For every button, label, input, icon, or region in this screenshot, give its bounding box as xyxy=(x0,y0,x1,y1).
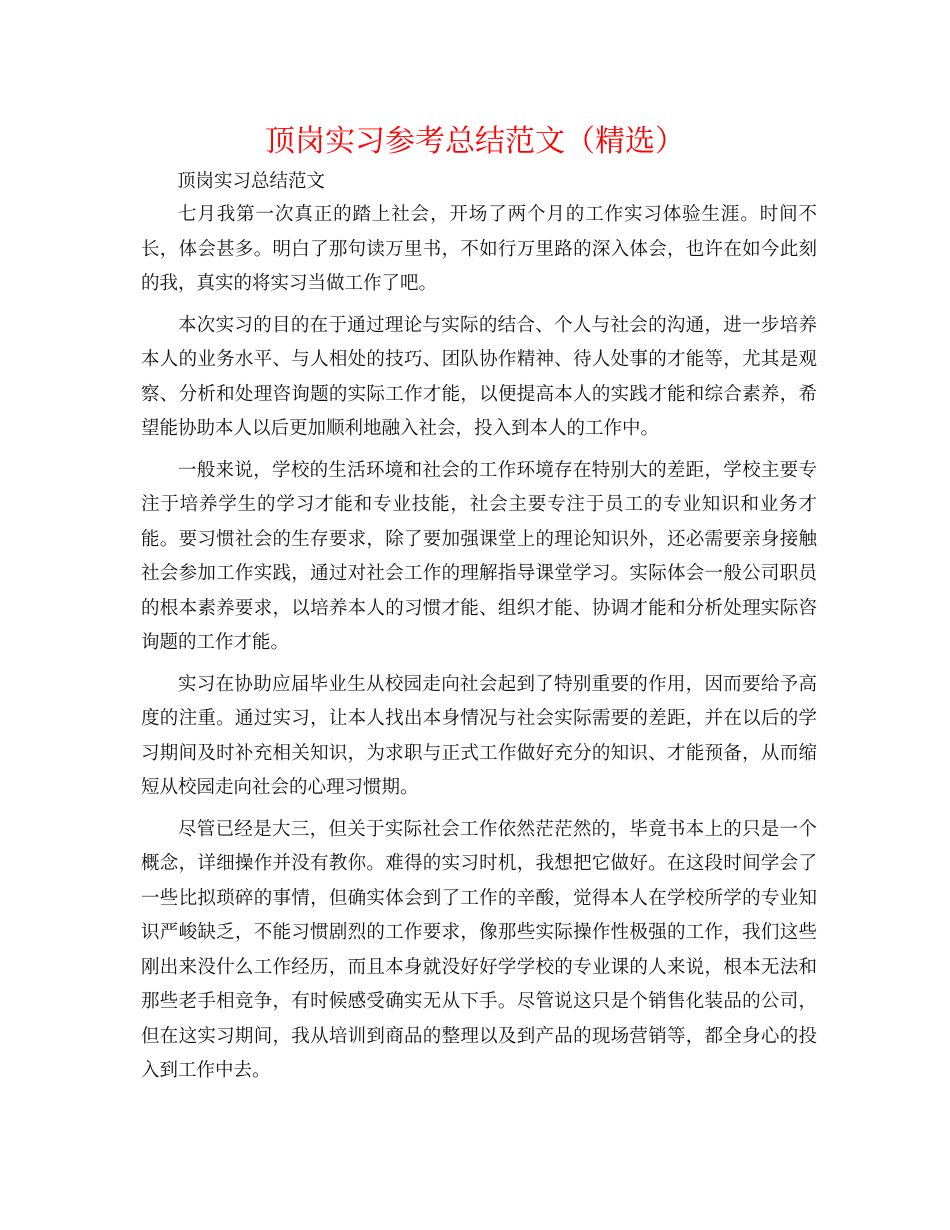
paragraph: 七月我第一次真正的踏上社会，开场了两个月的工作实习体验生涯。时间不长，体会甚多。明白了那句读万里书，不如行万里路的深入体会，也许在如今此刻的我，真实的将实习当做工作了吧。 xyxy=(141,204,817,294)
paragraph: 尽管已经是大三，但关于实际社会工作依然茫茫然的，毕竟书本上的只是一个概念，详细操作并没有教你。难得的实习时机，我想把它做好。在这段时间学会了一些比拟琐碎的事情，但确实体会到了工作的辛酸，觉得本人在学校所学的专业知识严峻缺乏，不能习惯剧烈的工作要求，像那些实际操作性极强的工作，我们这些刚出来没什么工作经历，而且本身就没好好学学校的专业课的人来说，根本无法和那些老手相竞争，有时候感受确实无从下手。尽管说这只是个销售化装品的公司，但在这实习期间，我从培训到商品的整理以及到产品的现场营销等，都全身心的投入到工作中去。 xyxy=(141,818,817,1081)
paragraph: 实习在协助应届毕业生从校园走向社会起到了特别重要的作用，因而要给予高度的注重。通过实习，让本人找出本身情况与社会实际需要的差距，并在以后的学习期间及时补充相关知识，为求职与正式工作做好充分的知识、才能预备，从而缩短从校园走向社会的心理习惯期。 xyxy=(141,673,817,798)
document-title: 顶岗实习参考总结范文（精选） xyxy=(265,124,685,159)
paragraph: 本次实习的目的在于通过理论与实际的结合、个人与社会的沟通，进一步培养本人的业务水平、与人相处的技巧、团队协作精神、待人处事的才能等，尤其是观察、分析和处理咨询题的实际工作才能，以便提高本人的实践才能和综合素养，希望能协助本人以后更加顺利地融入社会，投入到本人的工作中。 xyxy=(141,314,817,439)
paragraph: 一般来说，学校的生活环境和社会的工作环境存在特别大的差距，学校主要专注于培养学生的学习才能和专业技能，社会主要专注于员工的专业知识和业务才能。要习惯社会的生存要求，除了要加强课堂上的理论知识外，还必需要亲身接触社会参加工作实践，通过对社会工作的理解指导课堂学习。实际体会一般公司职员的根本素养要求，以培养本人的习惯才能、组织才能、协调才能和分析处理实际咨询题的工作才能。 xyxy=(141,459,817,653)
document-subtitle: 顶岗实习总结范文 xyxy=(177,171,326,192)
document-body xyxy=(141,166,817,1096)
